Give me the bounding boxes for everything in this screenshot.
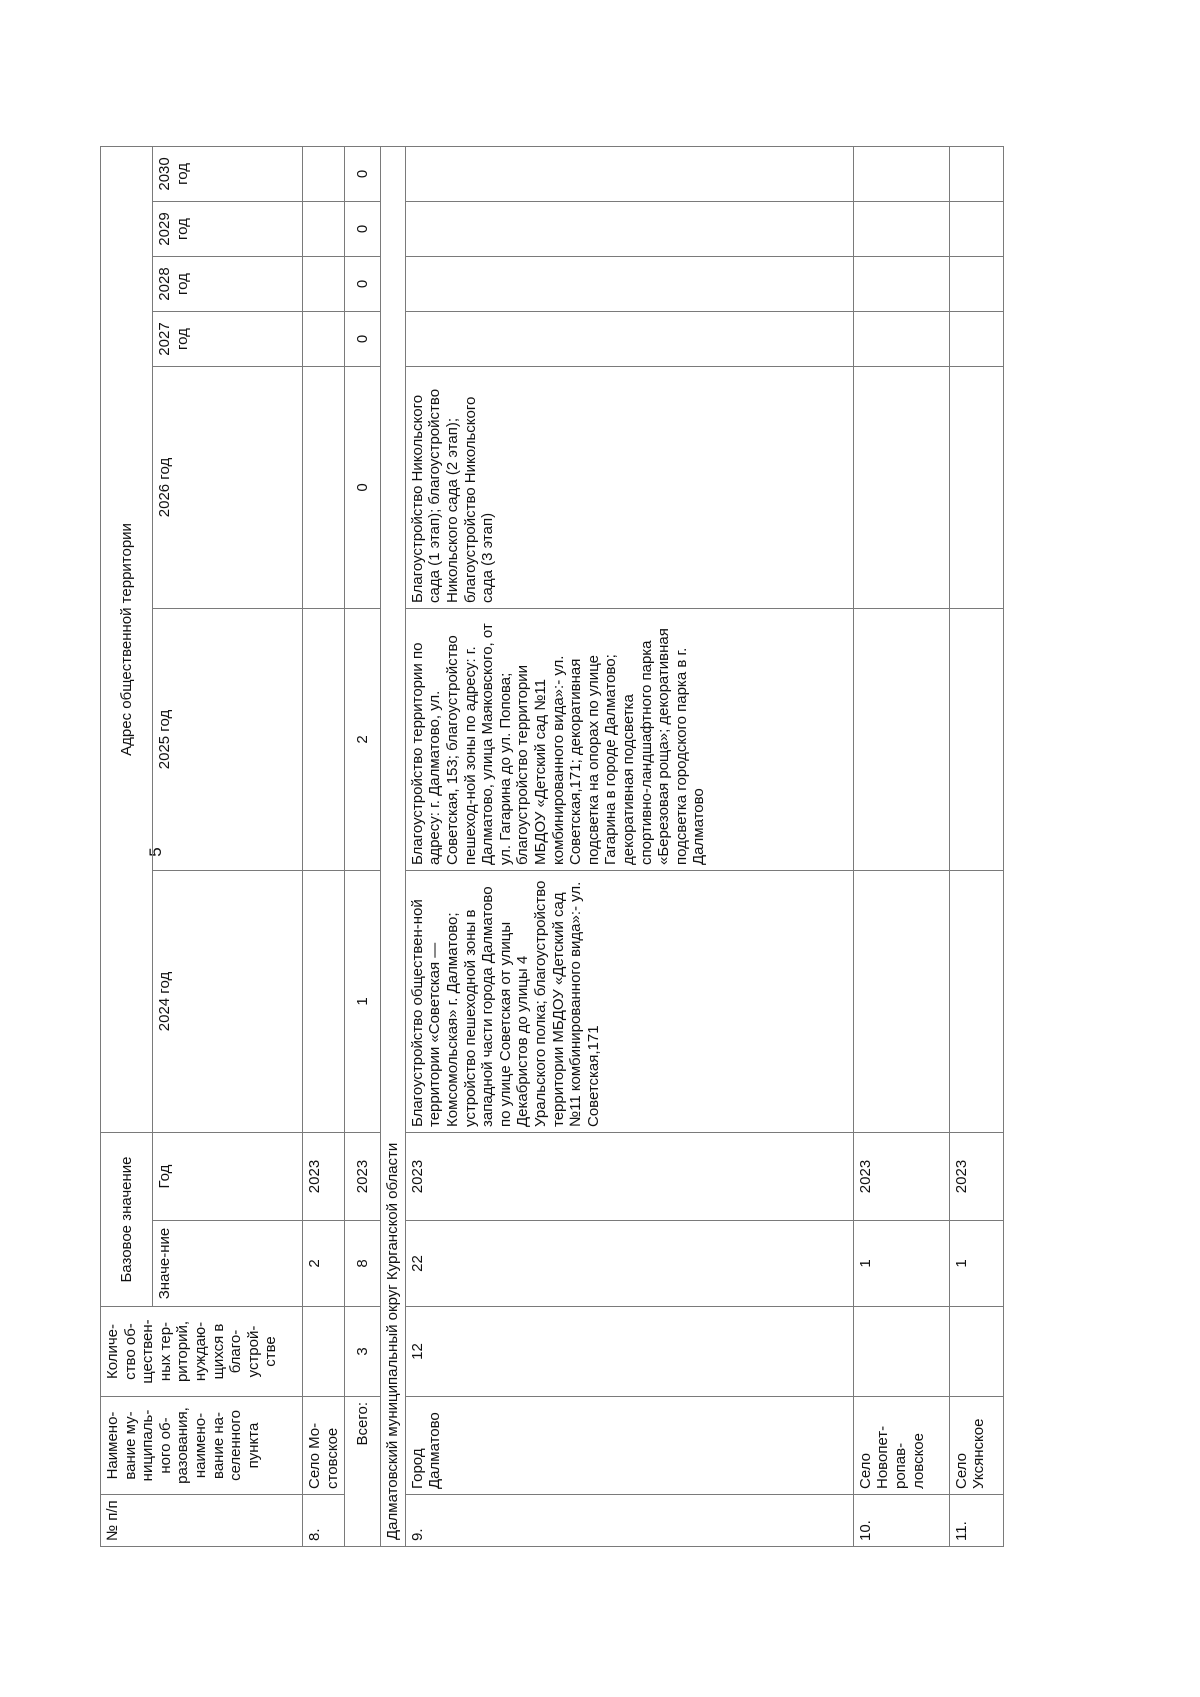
header-base-value-year: Год [153, 1133, 303, 1221]
header-base-value-value: Значе-ние [153, 1221, 303, 1307]
row9-count: 12 [405, 1307, 853, 1397]
total-2028: 0 [345, 257, 381, 312]
row10-2030 [853, 146, 949, 201]
public-territories-table [100, 146, 1004, 1547]
row10-year: 2023 [853, 1133, 949, 1221]
header-2028: 2028 год [153, 257, 303, 312]
total-2027: 0 [345, 312, 381, 367]
header-row-1 [101, 146, 153, 1546]
row8-2024 [303, 871, 345, 1133]
header-count: Количе-ство об-ществен-ных тер-риторий, нуждаю-щихся в благо-устрой-стве [101, 1307, 303, 1397]
row11-2024 [949, 871, 1003, 1133]
total-count: 3 [345, 1307, 381, 1397]
header-base-value: Базовое значение [101, 1133, 153, 1307]
row11-2027 [949, 312, 1003, 367]
row11-num: 11. [949, 1495, 1003, 1547]
row11-name: Село Уксянское [949, 1397, 1003, 1495]
row9-2026: Благоустройство Никольского сада (1 этап); благоустройство Никольского сада (2 этап); благоустройство Никольского сада (3 этап) [405, 367, 853, 609]
row11-count [949, 1307, 1003, 1397]
row9-year: 2023 [405, 1133, 853, 1221]
row10-2024 [853, 871, 949, 1133]
row9-2030 [405, 146, 853, 201]
row8-2026 [303, 367, 345, 609]
row8-value: 2 [303, 1221, 345, 1307]
row8-count [303, 1307, 345, 1397]
header-2027: 2027 год [153, 312, 303, 367]
row8-2025 [303, 609, 345, 871]
row8-name: Село Мо-стовское [303, 1397, 345, 1495]
row10-2026 [853, 367, 949, 609]
header-2024: 2024 год [153, 871, 303, 1133]
table-row [405, 146, 853, 1546]
rotated-table-sheet [100, 147, 1050, 1547]
row10-num: 10. [853, 1495, 949, 1547]
row9-name: Город Далматово [405, 1397, 853, 1495]
row9-2024: Благоустройство обществен-ной территории «Советская — Комсомольская» г. Далматово; устройство пешеходной зоны в западной части города Далматово по улице Советская от улицы Декабристов до улицы 4 Уральского полка; благоустройство территории МБДОУ «Детский сад №11 комбинированного вида»:- ул. Советская,171 [405, 871, 853, 1133]
row11-2029 [949, 202, 1003, 257]
table-row [303, 146, 345, 1546]
row8-2027 [303, 312, 345, 367]
total-row [345, 146, 381, 1546]
total-year: 2023 [345, 1133, 381, 1221]
total-2026: 0 [345, 367, 381, 609]
row8-2029 [303, 202, 345, 257]
total-2030: 0 [345, 146, 381, 201]
total-label: Всего: [345, 1397, 381, 1547]
row11-2030 [949, 146, 1003, 201]
row10-2028 [853, 257, 949, 312]
header-2025: 2025 год [153, 609, 303, 871]
row10-count [853, 1307, 949, 1397]
header-2029: 2029 год [153, 202, 303, 257]
row8-year: 2023 [303, 1133, 345, 1221]
row10-2029 [853, 202, 949, 257]
total-2024: 1 [345, 871, 381, 1133]
region-title: Далматовский муниципальный округ Курганской области [381, 146, 406, 1546]
region-row [381, 146, 406, 1546]
header-2026: 2026 год [153, 367, 303, 609]
row9-2027 [405, 312, 853, 367]
header-name: Наимено-вание му-ниципаль-ного об-разования, наимено-вание на-селенного пункта [101, 1397, 303, 1495]
row11-2028 [949, 257, 1003, 312]
table-row [949, 146, 1003, 1546]
row8-2028 [303, 257, 345, 312]
row8-2030 [303, 146, 345, 201]
header-num: № п/п [101, 1495, 303, 1547]
row9-2029 [405, 202, 853, 257]
row10-2027 [853, 312, 949, 367]
row11-2025 [949, 609, 1003, 871]
row9-num: 9. [405, 1495, 853, 1547]
total-value: 8 [345, 1221, 381, 1307]
row10-name: Село Новопет-ропав-ловское [853, 1397, 949, 1495]
row9-2028 [405, 257, 853, 312]
row8-num: 8. [303, 1495, 345, 1547]
row11-year: 2023 [949, 1133, 1003, 1221]
row10-2025 [853, 609, 949, 871]
row11-value: 1 [949, 1221, 1003, 1307]
header-address: Адрес общественной территории [101, 146, 153, 1132]
header-2030: 2030 год [153, 146, 303, 201]
row9-2025: Благоустройство территории по адресу: г. Далматово, ул. Советская, 153; благоустройство пешеход-ной зоны по адресу: г. Далматово, улица Маяковского, от ул. Гагарина до ул. Попова; благоустройство территории МБДОУ «Детский сад №11 комбинированного вида»:- ул. Советская,171; декоративная подсветка на опорах по улице Гагарина в городе Далматово; декоративная подсветка спортивно-ландшафтного парка «Березовая роща»; декоративная подсветка городского парка в г. Далматово [405, 609, 853, 871]
table-row [853, 146, 949, 1546]
row11-2026 [949, 367, 1003, 609]
row9-value: 22 [405, 1221, 853, 1307]
total-2025: 2 [345, 609, 381, 871]
total-2029: 0 [345, 202, 381, 257]
row10-value: 1 [853, 1221, 949, 1307]
page-number: 5 [146, 847, 165, 857]
